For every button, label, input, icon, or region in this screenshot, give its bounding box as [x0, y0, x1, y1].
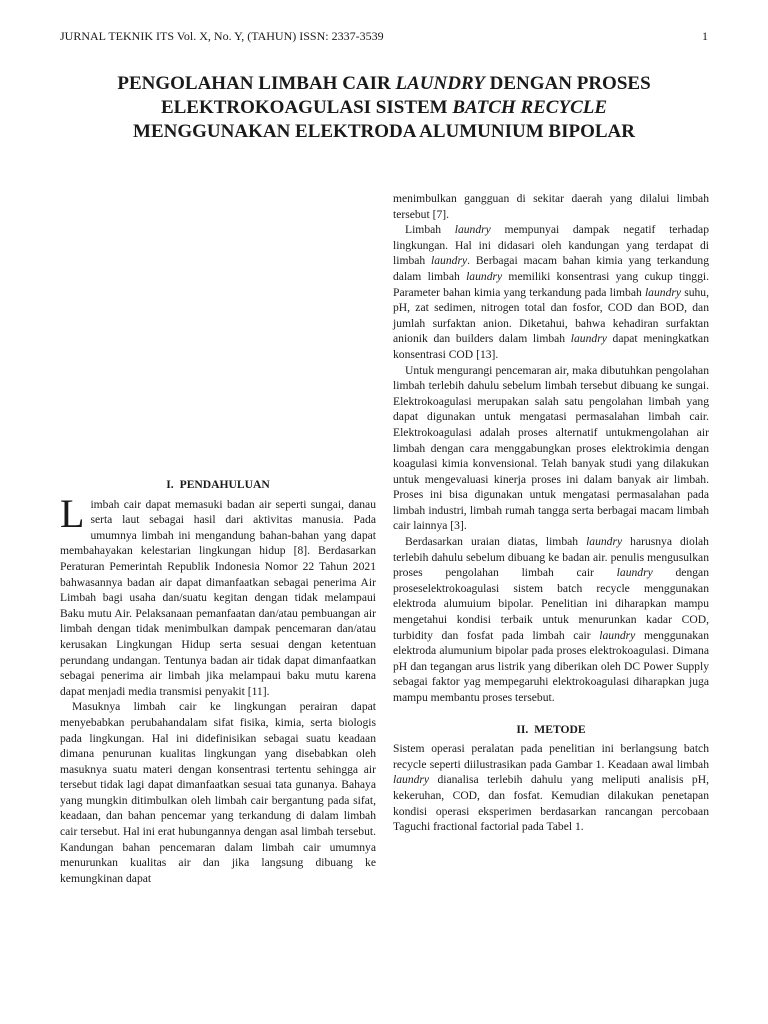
section-number: II.	[516, 722, 529, 736]
section-spacer	[393, 706, 709, 722]
section-number: I.	[166, 478, 174, 491]
paragraph-intro-2: Masuknya limbah cair ke lingkungan perairan dapat menyebabkan perubahandalam sifat fisika, kimia, serta biologis pada lingkungan. Hal ini didefinisikan sebagai suatu keadaan dimana penurunan kualitas lingkungan yang disebabkan oleh masuknya suatu materi dengan konsentrasi tertentu sehingga air tersebut tidak lagi dapat dimanfaatkan sesuai tata gunanya. Bahaya yang mungkin ditimbulkan oleh limbah cair bergantung pada sifat, keadaan, dan bahan pencemar yang terkandung di dalam limbah cair tersebut. Hal ini erat hubungannya dengan asal limbah tersebut. Kandungan bahan pencemaran dalam limbah cair umumnya menurunkan kualitas air dan jika langsung dibuang ke kemungkinan dapat	[60, 700, 376, 885]
section-heading-metode	[393, 722, 709, 738]
paper-title	[70, 72, 698, 144]
paragraph-intro-4: Untuk mengurangi pencemaran air, maka dibutuhkan pengolahan limbah terlebih dahulu sebelum limbah tersebut dibuang ke sungai. Elektrokoagulasi merupakan salah satu pengolahan limbah yang dapat digunakan untuk mengatasi permasalahan limbah cair. Elektrokoagulasi adalah proses alternatif untukmengolahan air limbah dengan cara menggabungkan proses elektrokimia dengan koagulasi kimia konvensional. Telah banyak studi yang dilakukan untuk mengevaluasi kinerja proses ini dalam banyak air limbah. Proses ini bisa digunakan untuk mengatasi permasalahan pada limbah industri, limbah rumah tangga serta berbagai macam limbah cair lainnya [3].	[393, 363, 709, 533]
right-column	[393, 191, 709, 835]
page-number: 1	[702, 29, 708, 43]
paragraph-intro-1: Limbah cair dapat memasuki badan air seperti sungai, danau serta laut sebagai hasil dari aktivitas manusia. Pada umumnya limbah ini mengandung bahan-bahan yang dapat membahayakan kelestarian lingkungan hidup [8]. Berdasarkan Peraturan Pemerintah Republik Indonesia Nomor 22 Tahun 2021 bahwasannya badan air dapat dimanfaatkan sebagai penerima Air Limbah bagi usaha dan/suatu kegitan dengan tidak melampaui Baku mutu Air. Pelaksanaan pemanfaatan dan/atau pembuangan air limbah dengan tidak menimbulkan dampak pencemaran dan/atau kerusakan Lingkungan Hidup serta sesuai dengan ketentuan perundang undangan. Tentunya badan air tidak dapat dimanfaatkan sebagai penerima air limbah jika melampaui baku mutu karena dapat menjadi media transmisi penyakit [11].	[60, 490, 376, 698]
title-line-2: ELEKTROKOAGULASI SISTEM BATCH RECYCLE	[160, 97, 608, 118]
section-title: PENDAHULUAN	[179, 478, 270, 491]
section-title: METODE	[534, 722, 586, 736]
title-line-3: MENGGUNAKAN ELEKTRODA ALUMUNIUM BIPOLAR	[133, 121, 635, 142]
left-column	[60, 477, 376, 886]
title-line-1: PENGOLAHAN LIMBAH CAIR LAUNDRY DENGAN PROSES	[117, 73, 651, 94]
journal-citation: JURNAL TEKNIK ITS Vol. X, No. Y, (TAHUN) ISSN: 2337-3539	[60, 29, 384, 43]
paragraph-method-1: Sistem operasi peralatan pada penelitian ini berlangsung batch recycle seperti diilustrasikan pada Gambar 1. Keadaan awal limbah laundry dianalisa terlebih dahulu yang meliputi analisis pH, kekeruhan, COD, dan fosfat. Kemudian dilakukan penetapan kondisi operasi eksperimen berdasarkan rancangan percobaan Taguchi fractional factorial pada Tabel 1.	[393, 742, 709, 834]
paragraph-intro-3: Limbah laundry mempunyai dampak negatif terhadap lingkungan. Hal ini didasari oleh kandungan yang terdapat di limbah laundry. Berbagai macam bahan kimia yang terkandung dalam limbah laundry memiliki konsentrasi yang cukup tinggi. Parameter bahan kimia yang terkandung pada limbah laundry suhu, pH, zat sedimen, nitrogen total dan fosfor, COD dan BOD, dan jumlah surfaktan anion. Diketahui, bahwa kehadiran surfaktan anionik dan builders dalam limbah laundry dapat meningkatkan konsentrasi COD [13].	[393, 223, 710, 361]
paragraph-intro-5: Berdasarkan uraian diatas, limbah laundry harusnya diolah terlebih dahulu sebelum dibuang ke badan air. penulis mengusulkan proses pengolahan limbah cair laundry dengan proseselektrokoagulasi sistem batch recycle menggunakan elektroda alumuium bipolar. Penelitian ini diharapkan mampu mengetahui kondisi terbaik untuk menurunkan kadar COD, turbidity dan fosfat pada limbah cair laundry menggunakan elektroda alumunium bipolar pada proses elektrokoagulasi. Dimana pH dan tegangan arus listrik yang diberikan oleh DC Power Supply sebagai faktor yag mempegaruhi elektrokoagulasi diharapkan juga mampu membantu proses tersebut.	[393, 535, 709, 704]
section-heading-pendahuluan	[60, 477, 376, 493]
paragraph-intro-2-continued: menimbulkan gangguan di sekitar daerah yang dilalui limbah tersebut [7].	[393, 192, 709, 221]
running-header	[60, 28, 708, 44]
drop-cap: L	[60, 490, 85, 536]
